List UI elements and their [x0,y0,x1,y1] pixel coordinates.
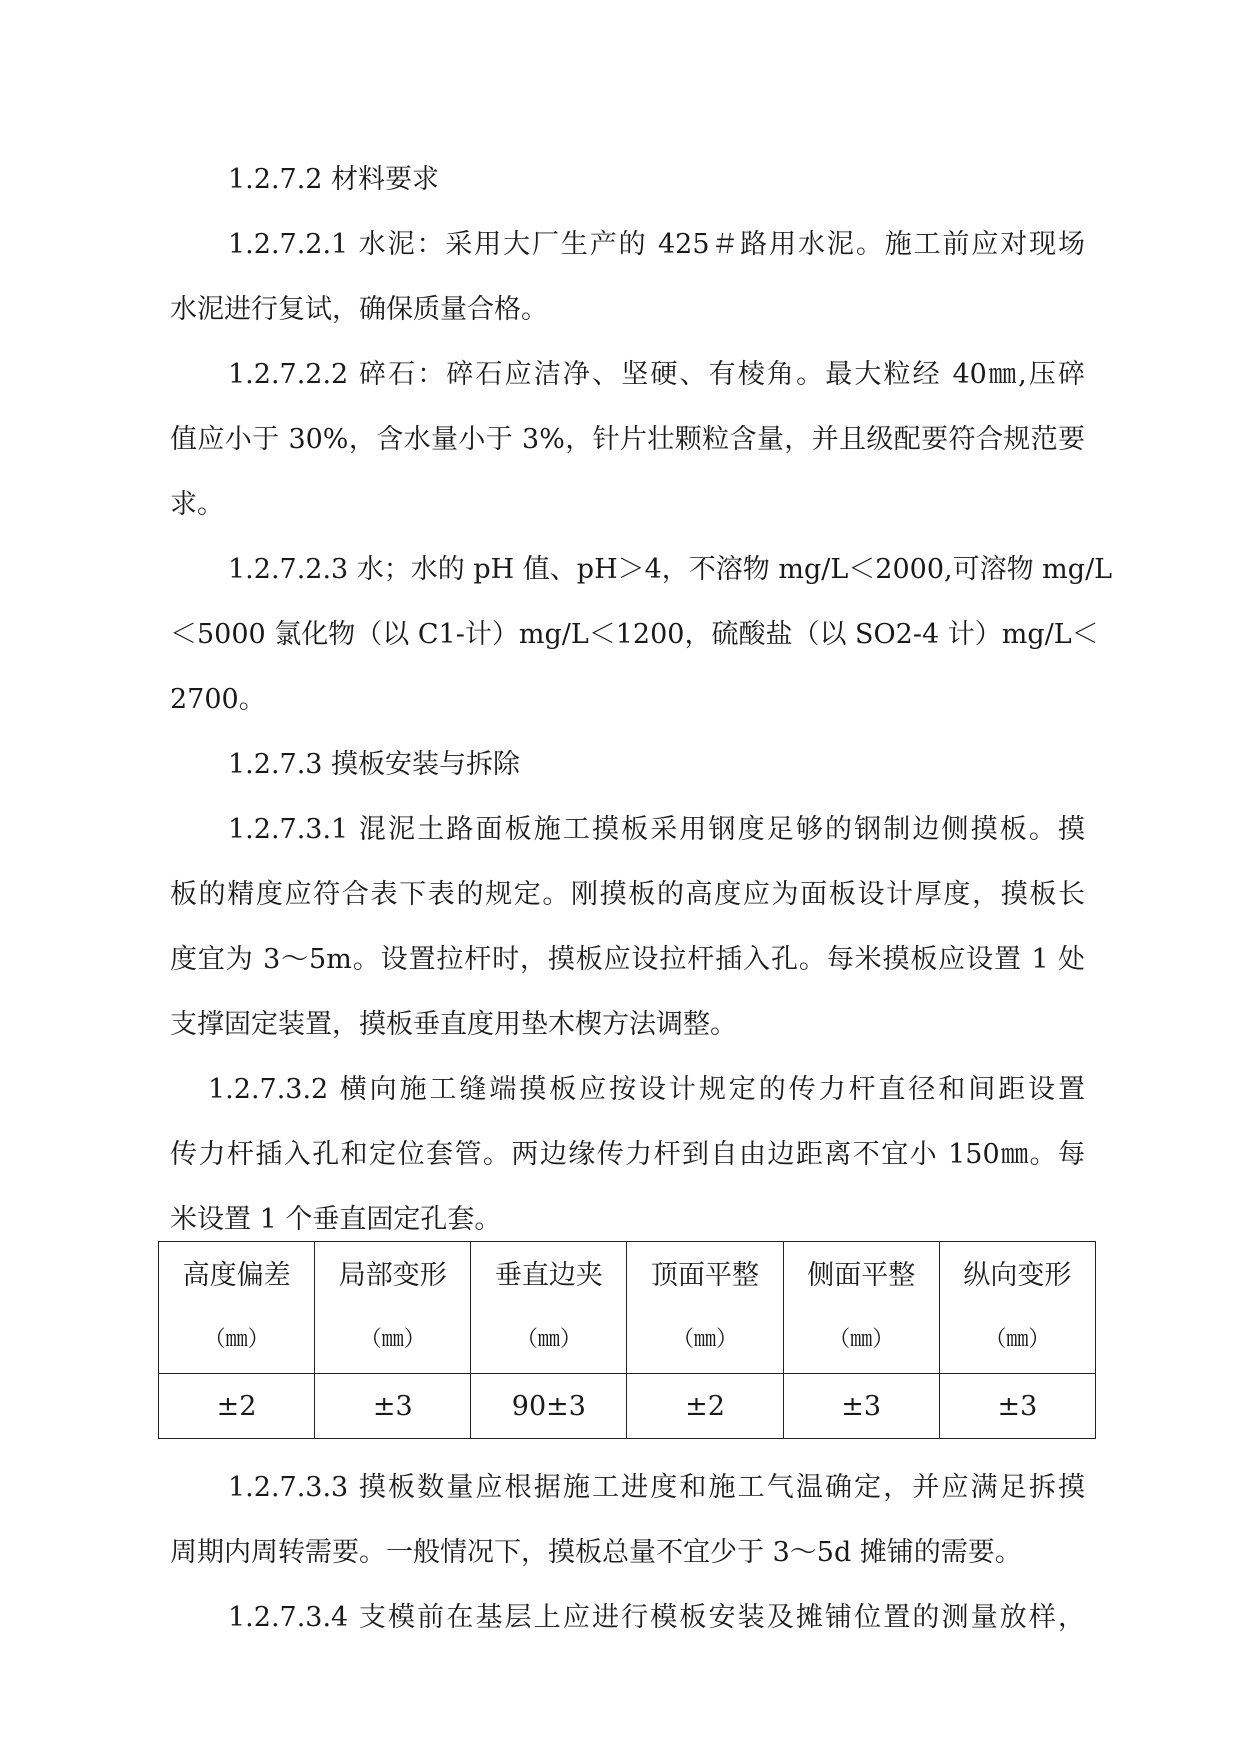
table-header-cell [471,1242,627,1374]
section-heading-materials: 1.2.7.2 材料要求 [228,164,440,195]
section-heading-formwork: 1.2.7.3 摸板安装与拆除 [228,749,521,780]
header-label: 纵向变形 [963,1259,1072,1291]
header-unit: （㎜） [828,1326,895,1352]
table-cell: 90±3 [471,1374,627,1439]
paragraph-line: 支撑固定装置，摸板垂直度用垫木楔方法调整。 [170,1009,737,1040]
paragraph-line: 值应小于 30%，含水量小于 3%，针片壮颗粒含量，并且级配要符合规范要 [170,424,1085,455]
header-unit: （㎜） [672,1326,739,1352]
table-header-cell [315,1242,471,1374]
table-header-cell [783,1242,939,1374]
paragraph-line: 1.2.7.2.2 碎石：碎石应洁净、坚硬、有棱角。最大粒经 40㎜,压碎 [228,359,1085,390]
table-row [159,1374,1096,1439]
paragraph-line: 水泥进行复试，确保质量合格。 [170,294,548,325]
paragraph-line: 1.2.7.2.3 水；水的 pH 值、pH＞4，不溶物 mg/L＜2000,可溶物 mg/L [228,554,1113,585]
paragraph-line: ＜5000 氯化物（以 C1-计）mg/L＜1200，硫酸盐（以 SO2-4 计）mg/L＜ [170,619,1099,650]
paragraph-line: 米设置 1 个垂直固定孔套。 [170,1204,502,1235]
paragraph-line: 传力杆插入孔和定位套管。两边缘传力杆到自由边距离不宜小 150㎜。每 [170,1139,1085,1170]
paragraph-line: 1.2.7.3.4 支模前在基层上应进行模板安装及摊铺位置的测量放样， [228,1602,1085,1633]
paragraph-line: 1.2.7.3.1 混泥土路面板施工摸板采用钢度足够的钢制边侧摸板。摸 [228,814,1085,845]
table-header-cell [627,1242,783,1374]
table-cell: ±3 [939,1374,1095,1439]
table-header-row [159,1242,1096,1374]
paragraph-line: 板的精度应符合表下表的规定。刚摸板的高度应为面板设计厚度，摸板长 [170,879,1085,910]
header-label: 侧面平整 [807,1259,916,1291]
header-unit: （㎜） [203,1326,270,1352]
formwork-tolerance-table [158,1241,1096,1439]
paragraph-line: 1.2.7.2.1 水泥：采用大厂生产的 425＃路用水泥。施工前应对现场 [228,229,1085,260]
header-label: 局部变形 [338,1259,447,1291]
header-unit: （㎜） [984,1326,1051,1352]
header-unit: （㎜） [515,1326,582,1352]
table-cell: ±3 [315,1374,471,1439]
header-label: 顶面平整 [651,1259,760,1291]
paragraph-line: 度宜为 3～5m。设置拉杆时，摸板应设拉杆插入孔。每米摸板应设置 1 处 [170,944,1085,975]
paragraph-line: 1.2.7.3.2 横向施工缝端摸板应按设计规定的传力杆直径和间距设置 [208,1074,1085,1105]
paragraph-line: 2700。 [170,684,266,715]
table-header-cell [159,1242,315,1374]
paragraph-line: 周期内周转需要。一般情况下，摸板总量不宜少于 3～5d 摊铺的需要。 [170,1537,1022,1568]
table-cell: ±3 [783,1374,939,1439]
header-label: 高度偏差 [182,1259,291,1291]
paragraph-line: 1.2.7.3.3 摸板数量应根据施工进度和施工气温确定，并应满足拆摸 [228,1472,1085,1503]
table-cell: ±2 [627,1374,783,1439]
header-label: 垂直边夹 [494,1259,603,1291]
paragraph-line: 求。 [170,489,224,520]
table-cell: ±2 [159,1374,315,1439]
table-header-cell [939,1242,1095,1374]
header-unit: （㎜） [359,1326,426,1352]
